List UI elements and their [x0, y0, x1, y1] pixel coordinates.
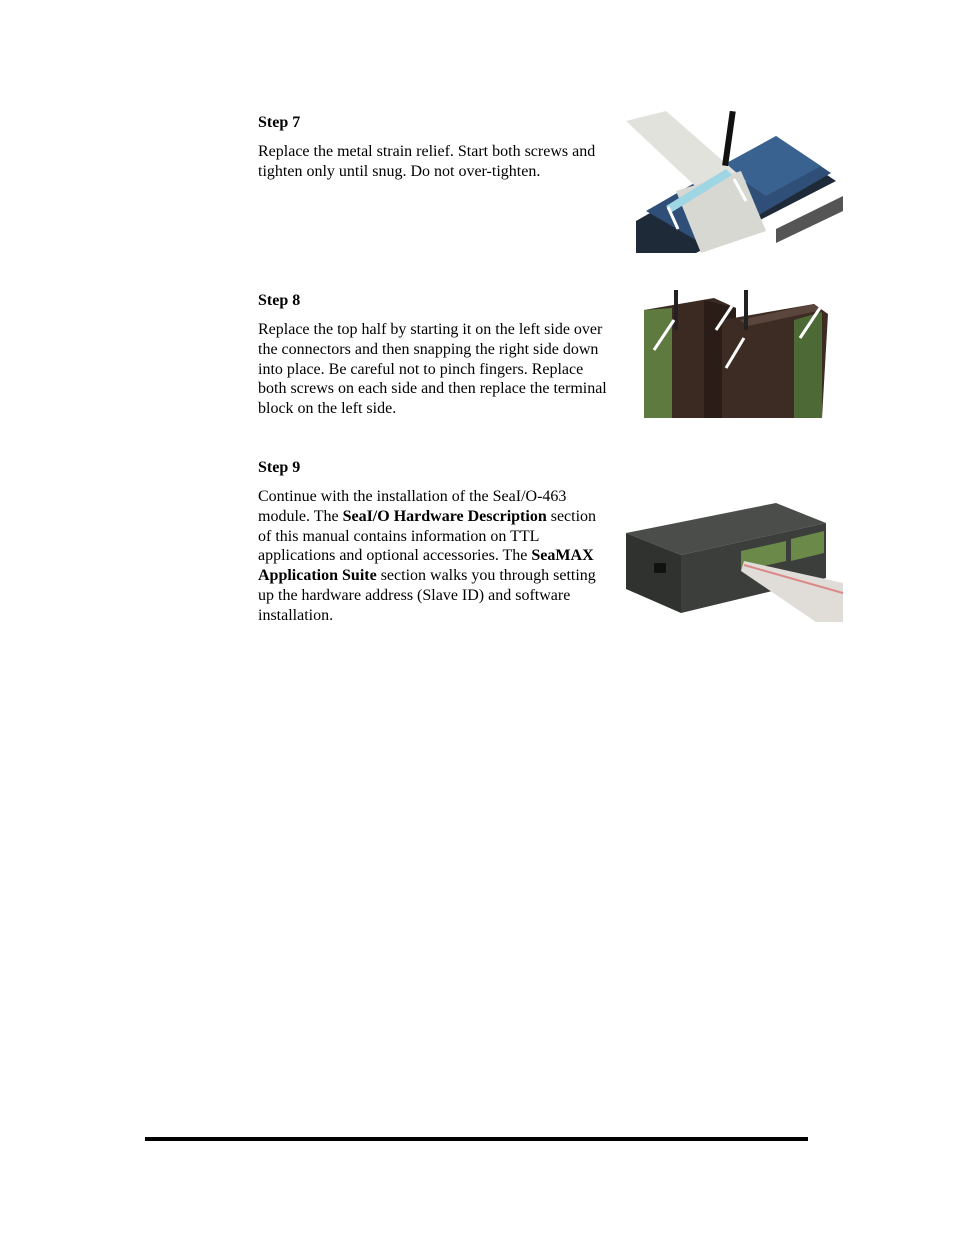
step-9-heading: Step 9	[258, 459, 301, 476]
footer-rule	[145, 1137, 808, 1141]
strain-relief-photo-icon	[626, 111, 843, 253]
step-8-body: Replace the top half by starting it on the left side over the connectors and then snapping the right side down into place. Be careful not to pinch fingers. Replace both screws on each side and then replace the terminal block on the left side.	[258, 321, 607, 418]
step-8	[258, 291, 613, 419]
step-9-body-text-1: Continue with the installation of the SeaI/O-463 module. The	[258, 488, 567, 525]
step-8-heading: Step 8	[258, 292, 301, 309]
seamax-suite-reference: SeaMAX Application Suite	[258, 547, 594, 585]
enclosure-top-photo-icon	[644, 290, 828, 418]
step-7-body: Replace the metal strain relief. Start both screws and tighten only until snug. Do not over-tighten.	[258, 143, 596, 180]
step-7	[258, 113, 613, 182]
step-9-body-text-3: section walks you through setting up the hardware address (Slave ID) and software installation.	[258, 567, 596, 624]
step-7-heading: Step 7	[258, 114, 301, 131]
assembled-module-photo-icon	[626, 503, 843, 622]
step-9-body-text-2: section of this manual contains information on TTL applications and optional accessories. The	[258, 507, 597, 565]
step-9	[258, 458, 613, 626]
hardware-description-reference: SeaI/O Hardware Description	[342, 507, 547, 525]
step-9-body	[258, 487, 613, 626]
